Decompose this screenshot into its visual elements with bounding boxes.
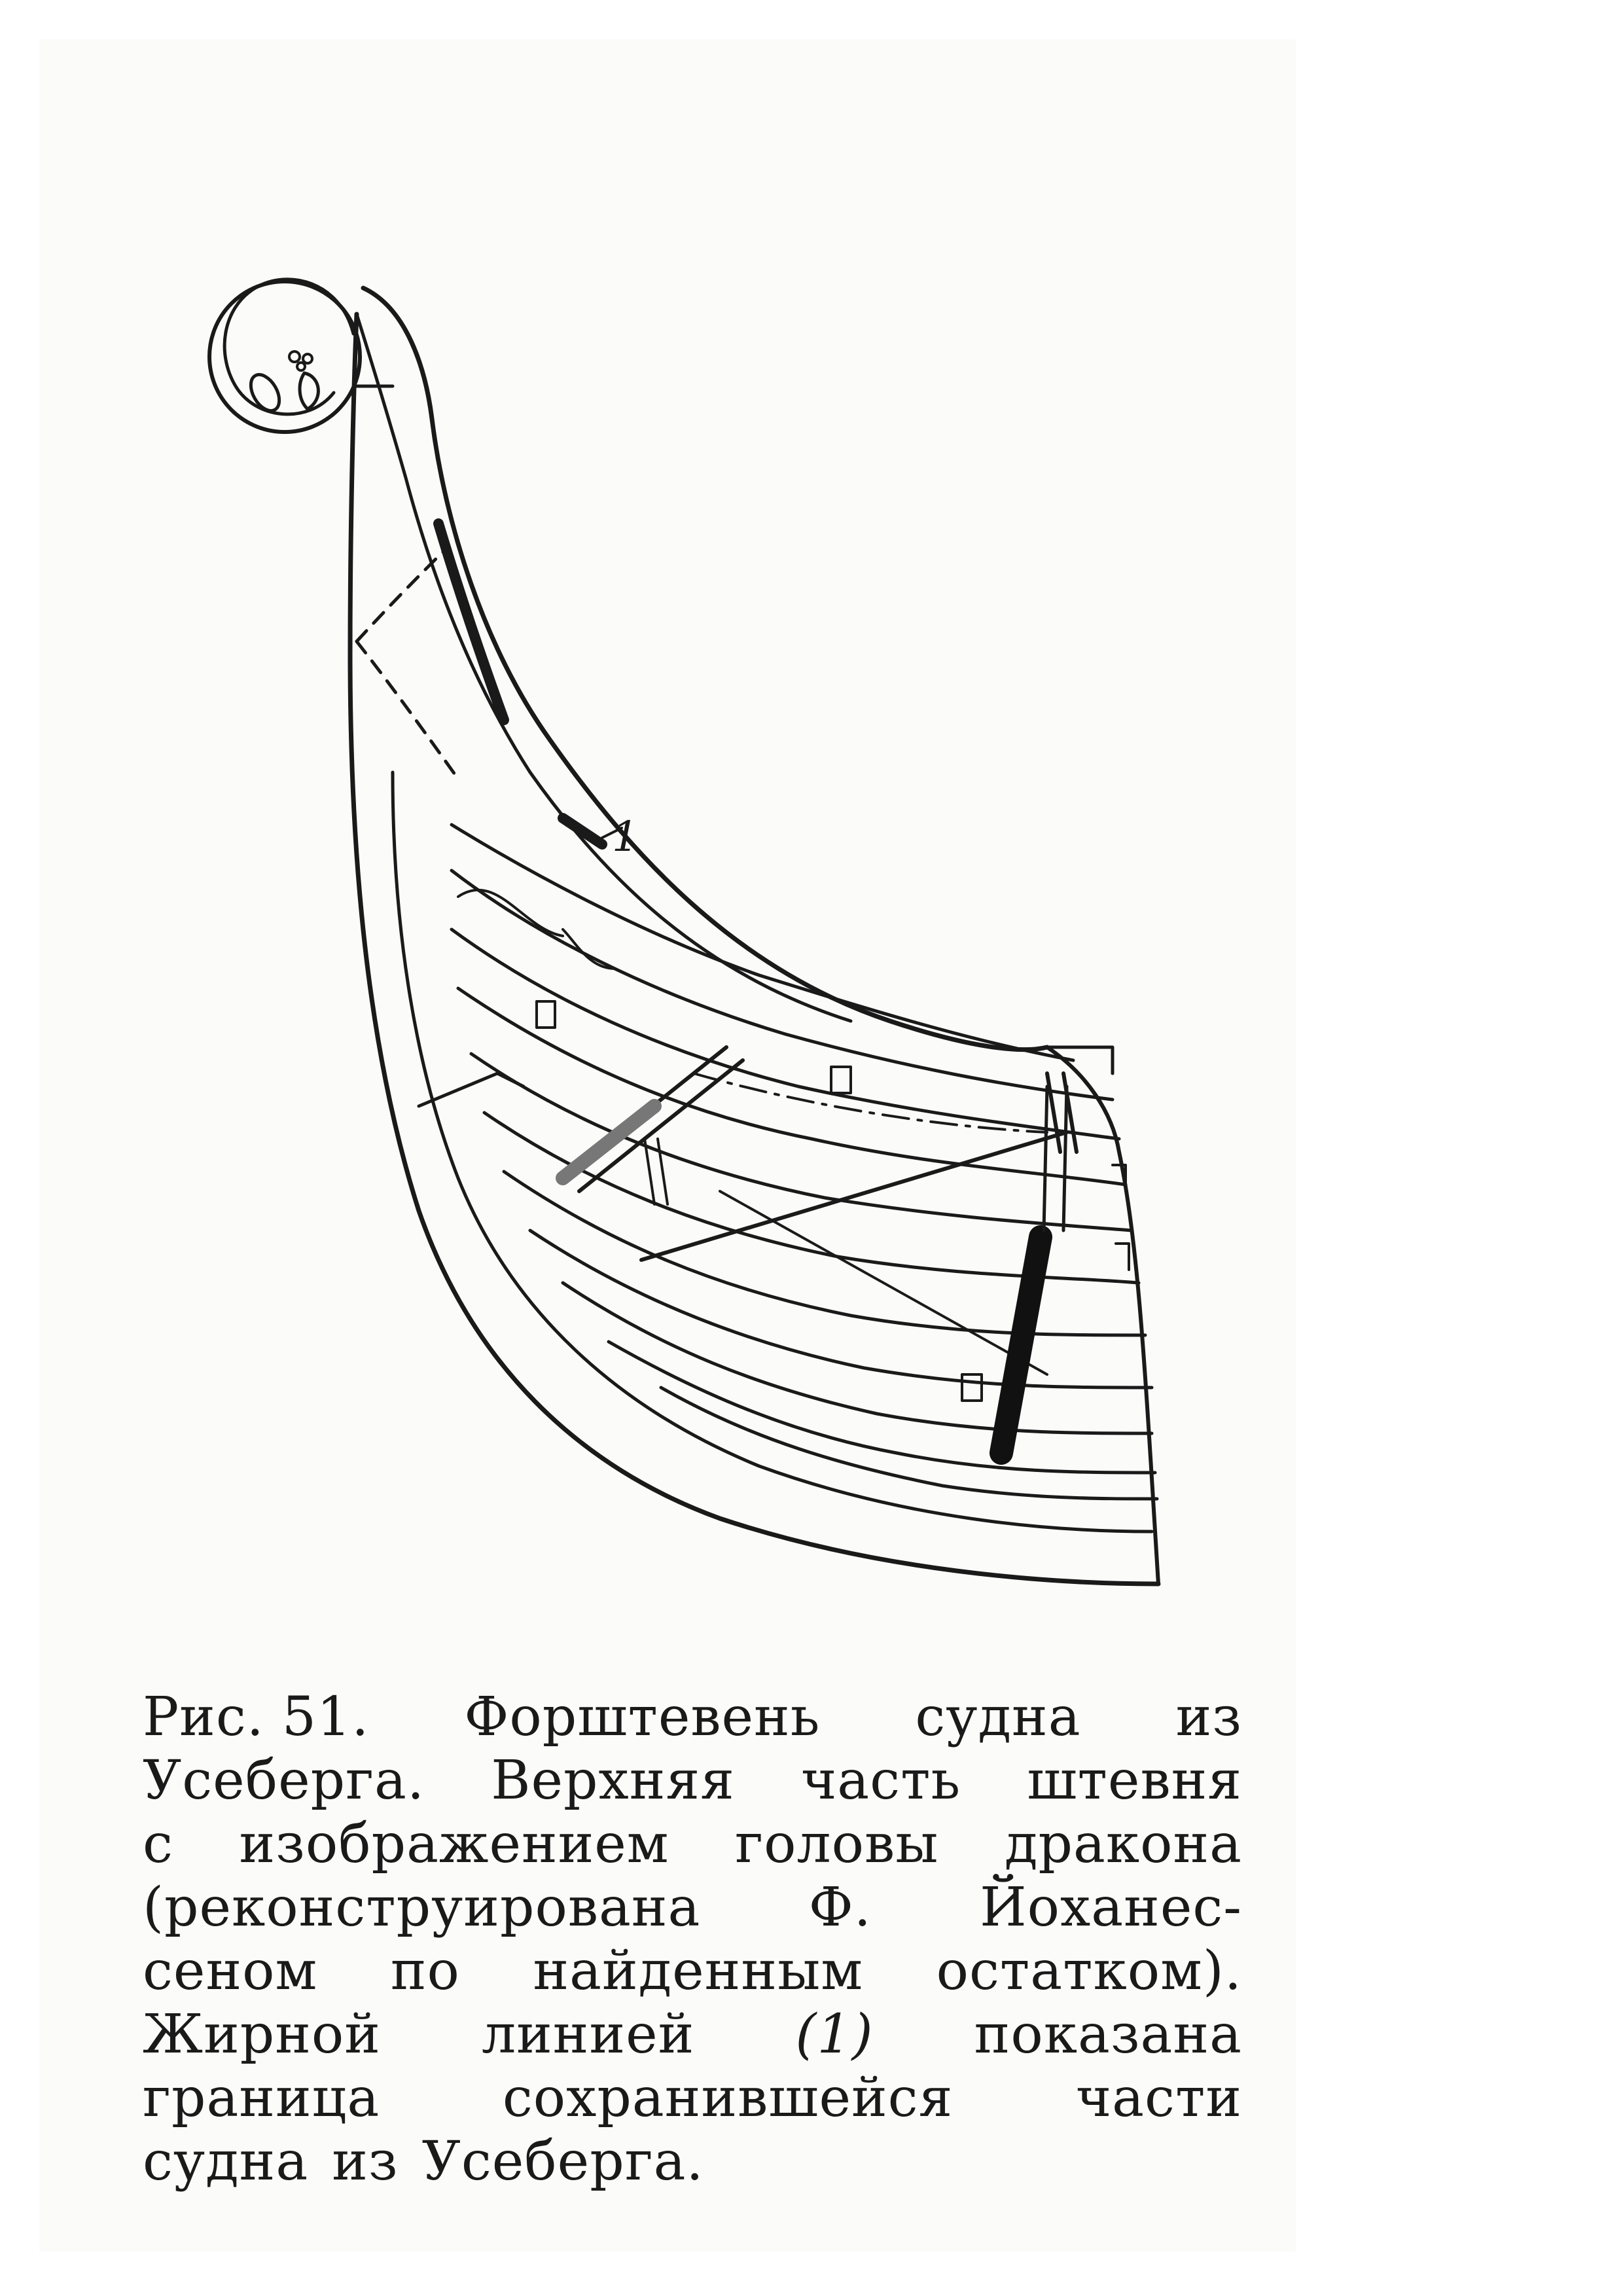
caption-line-1: [143, 1685, 1242, 1749]
caption-word: Ф.: [808, 1876, 872, 1939]
caption-word: головы: [735, 1813, 939, 1875]
boundary-thick-line: [438, 524, 504, 720]
caption-line-6: [143, 2003, 1242, 2066]
caption-line-3: [143, 1812, 1242, 1876]
caption-word: (реконструирована: [143, 1876, 701, 1939]
caption-word: граница: [143, 2067, 380, 2129]
caption-line-4: [143, 1876, 1242, 1939]
caption-word: остатком).: [936, 1940, 1242, 2002]
rib-thick: [1001, 1237, 1041, 1453]
caption-line-2: [143, 1749, 1242, 1812]
caption-word: найденным: [533, 1940, 864, 2002]
caption-word: часть: [801, 1749, 961, 1812]
caption-line-7: [143, 2066, 1242, 2130]
caption-word: линией: [482, 2003, 695, 2066]
caption-word: части: [1075, 2067, 1242, 2129]
caption-word: судна: [915, 1686, 1081, 1748]
caption-word: Жирной: [143, 2003, 381, 2066]
caption-word: Йоханес-: [980, 1876, 1242, 1939]
caption-word: изображением: [239, 1813, 669, 1875]
caption-word: Усеберга.: [143, 1749, 425, 1812]
caption-figure-reference: (1): [795, 2003, 874, 2066]
caption-word: сохранившейся: [502, 2067, 954, 2129]
caption-word: судна: [143, 2130, 309, 2193]
caption-word: Усеберга.: [421, 2130, 704, 2193]
caption-word: из: [1175, 1686, 1242, 1748]
caption-word: Рис. 51.: [143, 1686, 370, 1748]
caption-word: из: [332, 2130, 399, 2193]
figure-caption: [143, 1685, 1242, 2193]
caption-word: сеном: [143, 1940, 318, 2002]
caption-word: дракона: [1004, 1813, 1242, 1875]
callout-label-1: 1: [612, 813, 639, 861]
caption-word: штевня: [1027, 1749, 1242, 1812]
caption-word: с: [143, 1813, 173, 1875]
caption-word: Форштевень: [464, 1686, 821, 1748]
caption-word: показана: [974, 2003, 1242, 2066]
caption-word: Верхняя: [491, 1749, 735, 1812]
dragon-head-scroll: [209, 279, 360, 432]
stem-outer-edge: [363, 288, 1047, 1050]
caption-line-8: [143, 2130, 1242, 2193]
caption-line-5: [143, 1939, 1242, 2003]
caption-word: по: [390, 1940, 460, 2002]
